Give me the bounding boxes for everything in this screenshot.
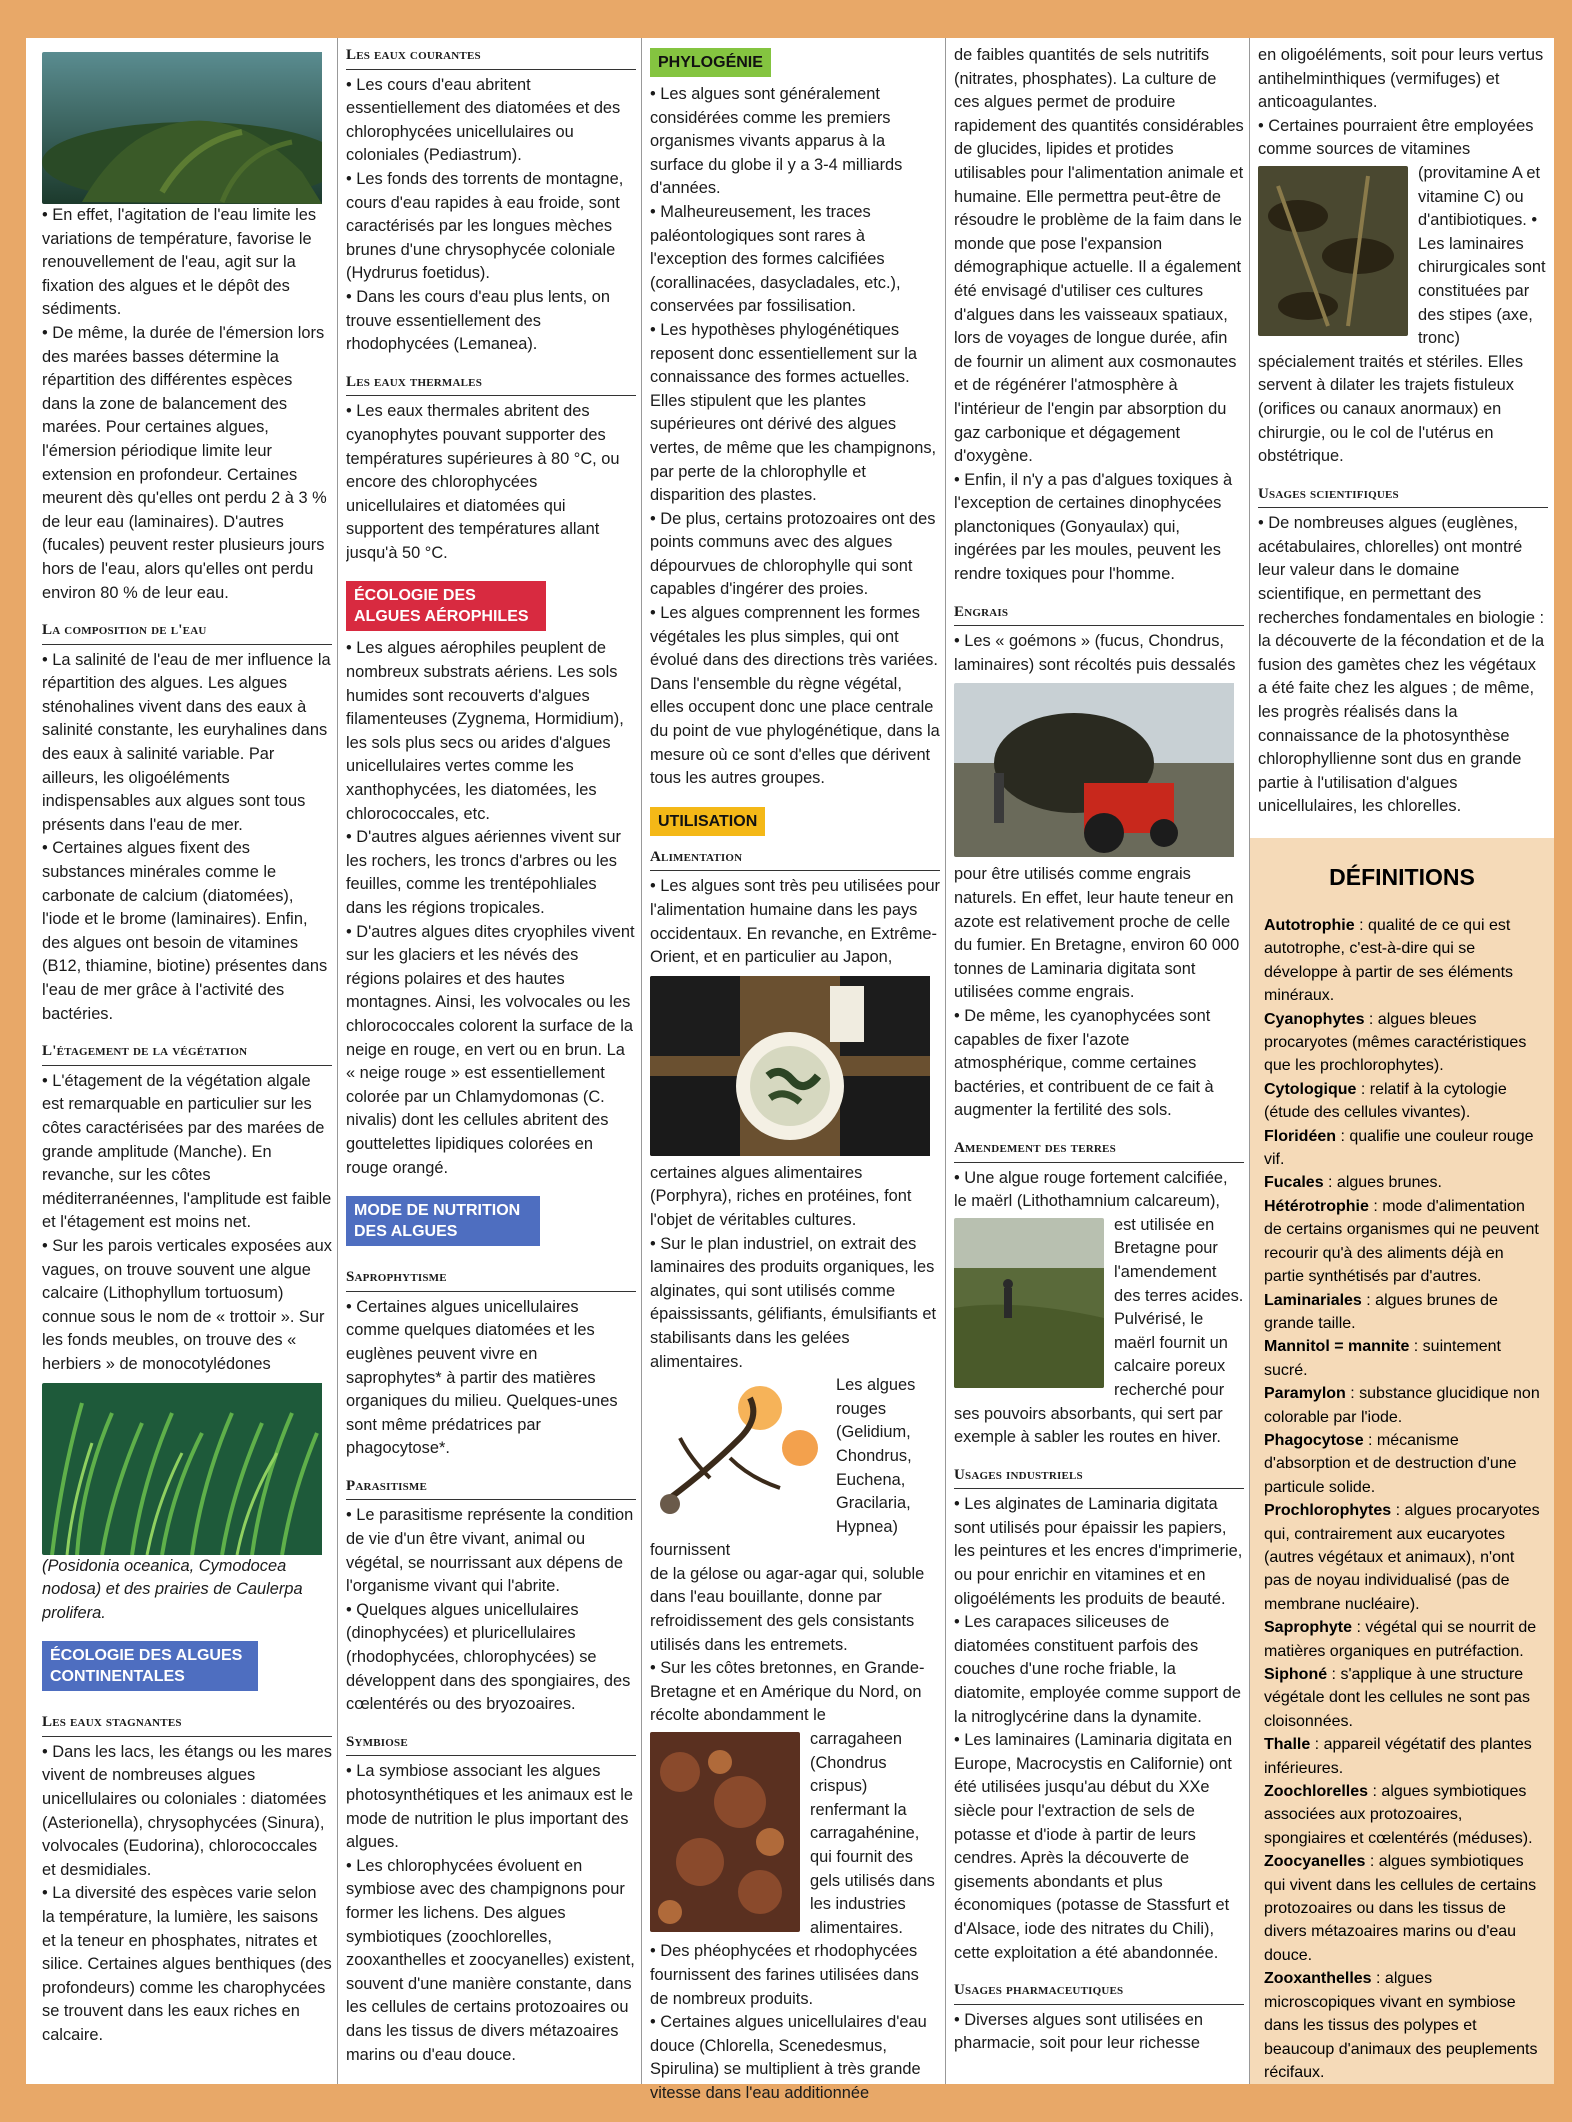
heading-alimentation: Alimentation bbox=[650, 846, 940, 872]
definition-term: Cyanophytes bbox=[1264, 1010, 1365, 1028]
text-agitation: • En effet, l'agitation de l'eau limite les variations de température, favorise le renouvellement de l'eau, agit sur la fixation des algues et le dépôt des sédiments. bbox=[42, 206, 317, 319]
definition-text: : algues symbiotiques associées aux protozoaires, spongiaires et cœlentérés (méduses). bbox=[1264, 1783, 1533, 1847]
definition-text: : qualifie une couleur rouge vif. bbox=[1264, 1127, 1534, 1169]
definition-item bbox=[1264, 914, 1544, 1008]
text-premiers-organismes: • Les algues sont généralement considérées comme les premiers organismes vivants apparus à la surface du globe il y a 3-4 milliards d'années. bbox=[650, 85, 903, 198]
heading-usages-pharmaceutiques: Usages pharmaceutiques bbox=[954, 1979, 1244, 2005]
photo-tractor-harvest bbox=[954, 683, 1244, 857]
heading-usages-industriels: Usages industriels bbox=[954, 1464, 1244, 1490]
text-lichens: • Les chlorophycées évoluent en symbiose avec des champignons pour former les lichens. Des algues symbiotiques (zoochlorelles, zooxanthelles et zoocyanelles) existent, souvent d'une manière constante, dans les cellules de certains protozoaires ou dans les tissus de divers métazoaires marins ou d'eau douce. bbox=[346, 1856, 635, 2064]
definition-term: Mannitol = mannite bbox=[1264, 1338, 1410, 1356]
photo-red-algae-gelidium bbox=[650, 1378, 826, 1522]
definitions-title: DÉFINITIONS bbox=[1329, 864, 1475, 890]
text-oligoelements: en oligoéléments, soit pour leurs vertus antihelminthiques (vermifuges) et anticoagulantes. bbox=[1258, 46, 1544, 112]
text-salinite: • La salinité de l'eau de mer influence la répartition des algues. Les algues sténohalines vivent dans des eaux à salinité constante, les euryhalines dans des eaux à salinité variable. Par ailleurs, les oligoéléments indispensables aux algues sont tous présents dans l'eau de mer. bbox=[42, 650, 331, 834]
heading-composition-eau: La composition de l'eau bbox=[42, 619, 332, 645]
encyclopedia-sheet bbox=[26, 38, 1554, 2102]
definition-item bbox=[1264, 1850, 1544, 1967]
heading-engrais: Engrais bbox=[954, 601, 1244, 627]
text-cryophiles: • D'autres algues dites cryophiles vivent sur les glaciers et les névés des régions polaires et des hautes montagnes. Ainsi, les volvocales ou les chlorococcales colorent la surface de la neige en rouge, en vert ou en brun. La « neige rouge » est essentiellement colorée par un Chlamydomonas (C. nivalis) dont les cellules abritent des gouttelettes lipidiques colorées en rouge orangé. bbox=[346, 922, 635, 1177]
text-laminaires-chirurgicales: (provitamine A et vitamine C) ou d'antibiotiques. • Les laminaires chirurgicales sont constituées par des stipes (axe, tronc) bbox=[1418, 163, 1546, 348]
text-parasitisme: • Le parasitisme représente la condition de vie d'un être vivant, animal ou végétal, se nourrissant aux dépens de l'organisme vivant qui l'abrite. bbox=[346, 1506, 634, 1596]
text-goemons: • Les « goémons » (fucus, Chondrus, laminaires) sont récoltés puis dessalés bbox=[954, 632, 1236, 674]
section-box-continentales: ÉCOLOGIE DES ALGUES CONTINENTALES bbox=[42, 1641, 258, 1691]
heading-symbiose: Symbiose bbox=[346, 1731, 636, 1757]
section-box-utilisation: UTILISATION bbox=[650, 807, 765, 836]
definitions-list bbox=[1264, 914, 1544, 2084]
text-symbiose: • La symbiose associant les algues photosynthétiques et les animaux est le mode de nutrition le plus important des algues. bbox=[346, 1762, 634, 1852]
column-1 bbox=[42, 44, 332, 2048]
photo-japanese-seaweed bbox=[650, 976, 940, 1156]
definition-item bbox=[1264, 1008, 1544, 1078]
heading-parasitisme: Parasitisme bbox=[346, 1475, 636, 1501]
definition-item bbox=[1264, 1733, 1544, 1780]
text-cours-lents: • Dans les cours d'eau plus lents, on trouve essentiellement des rhodophycées (Lemanea). bbox=[346, 287, 610, 354]
text-parois-verticales: • Sur les parois verticales exposées aux vagues, on trouve souvent une algue calcaire (Lithophyllum tortuosum) connue sous le nom de « trottoir ». Sur les fonds meubles, on trouve des « herbiers » de monocotylédones bbox=[42, 1236, 332, 1373]
text-aeriennes: • D'autres algues aériennes vivent sur les rochers, les troncs d'arbres ou les feuilles, comme les trentépohliales dans les régions tropicales. bbox=[346, 828, 621, 917]
definition-item bbox=[1264, 1780, 1544, 1850]
heading-eaux-courantes: Les eaux courantes bbox=[346, 44, 636, 70]
text-gelose: de la gélose ou agar-agar qui, soluble dans l'eau bouillante, donne par refroidissement des gels consistants utilisés dans les entremets. bbox=[650, 1564, 925, 1654]
definition-text: : qualité de ce qui est autotrophe, c'est-à-dire qui se développe à partir de ses éléments minéraux. bbox=[1264, 917, 1514, 1005]
text-protozoaires: • De plus, certains protozoaires ont des points communs avec des algues dépourvues de chlorophylle qui sont capables d'ingérer des proies. bbox=[650, 509, 936, 599]
column-5 bbox=[1258, 44, 1548, 834]
column-2 bbox=[346, 44, 636, 2067]
definition-text: : substance glucidique non colorable par l'iode. bbox=[1264, 1385, 1540, 1426]
definition-term: Zoochlorelles bbox=[1264, 1783, 1369, 1801]
definition-text: : mécanisme d'absorption et de destruction d'une particule solide. bbox=[1264, 1431, 1517, 1496]
definition-item bbox=[1264, 1125, 1544, 1172]
section-box-phylogenie: PHYLOGÉNIE bbox=[650, 48, 771, 77]
definition-item bbox=[1264, 1967, 1544, 2084]
definition-item bbox=[1264, 1335, 1544, 1382]
definition-term: Zooxanthelles bbox=[1264, 1970, 1372, 1988]
definition-text: : algues brunes. bbox=[1323, 1174, 1442, 1192]
photo-laminaria-stipes bbox=[1258, 166, 1408, 336]
definition-item bbox=[1264, 1382, 1544, 1429]
definition-item bbox=[1264, 1616, 1544, 1663]
text-pharmacie: • Diverses algues sont utilisées en pharmacie, soit pour leur richesse bbox=[954, 2010, 1203, 2053]
text-toxiques: • Enfin, il n'y a pas d'algues toxiques à l'exception de certaines dinophycées planctoniques (Gonyaulax) qui, ingérées par les moules, peuvent les rendre toxiques pour l'homme. bbox=[954, 470, 1233, 584]
text-traces-paleo: • Malheureusement, les traces paléontologiques sont rares à l'exception des formes calcifiées (corallinacées, dasycladales, etc.), conservées par fossilisation. bbox=[650, 202, 901, 316]
column-3 bbox=[650, 44, 940, 2106]
text-vitamines: • Certaines pourraient être employées comme sources de vitamines bbox=[1258, 116, 1534, 159]
definition-item bbox=[1264, 1078, 1544, 1125]
text-alginates: • Sur le plan industriel, on extrait des laminaires des produits organiques, les alginates, qui sont utilisés comme épaississants, gélifiants, émulsifiants et stabilisants dans les gelées alimentaires. bbox=[650, 1234, 937, 1371]
definition-text: : algues microscopiques vivant en symbiose dans les tissus des polypes et beaucoup d'animaux des peuplements récifaux. bbox=[1264, 1970, 1538, 2081]
text-cours-eau: • Les cours d'eau abritent essentiellement des diatomées et des chlorophycées unicellulaires ou coloniales (Pediastrum). bbox=[346, 75, 621, 165]
text-parasitisme-2: • Quelques algues unicellulaires (dinophycées) et pluricellulaires (rhodophycées, chlorophycées) se développent dans des spongiaires, des cœlentérés ou des bryozoaires. bbox=[346, 1600, 631, 1714]
text-alimentation: • Les algues sont très peu utilisées pour l'alimentation humaine dans les pays occidentaux. En revanche, en Extrême-Orient, et en particulier au Japon, bbox=[650, 877, 940, 967]
definition-text: : relatif à la cytologie (étude des cellules vivantes). bbox=[1264, 1080, 1507, 1122]
definition-term: Saprophyte bbox=[1264, 1619, 1353, 1637]
heading-usages-scientifiques: Usages scientifiques bbox=[1258, 483, 1548, 509]
definition-term: Phagocytose bbox=[1264, 1431, 1364, 1449]
column-divider bbox=[945, 38, 946, 2084]
text-etagement: • L'étagement de la végétation algale est remarquable en particulier sur les côtes caractérisées par des marées de grande amplitude (Manche). En revanche, sur les côtes méditerranéennes, l'amplitude est faible et l'étagement est moins net. bbox=[42, 1071, 332, 1232]
section-box-aerophiles: ÉCOLOGIE DES ALGUES AÉROPHILES bbox=[346, 581, 546, 631]
text-formes-simples: • Les algues comprennent les formes végétales les plus simples, qui ont évolué dans des directions très variées. Dans l'ensemble du règne végétal, elles occupent donc une place centrale du point de vue phylogénétique, dans la mesure où ce sont d'elles que dérivent tous les autres groupes. bbox=[650, 604, 940, 788]
text-cyanophycees: • De même, les cyanophycées sont capables de fixer l'azote atmosphérique, comme certaines bactéries, et contribuent de ce fait à augmenter la fertilité des sols. bbox=[954, 1007, 1214, 1120]
photo-kelp-underwater bbox=[42, 52, 332, 204]
definition-term: Siphoné bbox=[1264, 1666, 1328, 1683]
text-substances-minerales: • Certaines algues fixent des substances minérales comme le carbonate de calcium (diatomées), l'iode et le brome (laminaires). Enfin, des algues ont besoin de vitamines (B12, thiamine, biotine) présentes dans l'eau de mer grâce à l'activité des bactéries. bbox=[42, 839, 328, 1023]
definition-term: Laminariales bbox=[1264, 1291, 1362, 1309]
definition-text: : suintement sucré. bbox=[1264, 1338, 1501, 1379]
photo-maerl-field bbox=[954, 1218, 1104, 1388]
text-torrents: • Les fonds des torrents de montagne, cours d'eau rapides à eau froide, sont caractérisés par les longues mèches brunes d'une chrysophycée coloniale (Hydrurus foetidus). bbox=[346, 169, 624, 283]
definition-term: Floridéen bbox=[1264, 1127, 1337, 1145]
text-hypotheses: • Les hypothèses phylogénétiques reposent donc essentiellement sur la connaissance des formes actuelles. Elles stipulent que les plantes supérieures ont dérivé des algues vertes, de même que les champignons, par perte de la chlorophylle et disparition des plastes. bbox=[650, 320, 937, 505]
definition-text: : algues bleues procaryotes (mêmes caractéristiques que les prochlorophytes). bbox=[1264, 1010, 1527, 1075]
heading-amendement: Amendement des terres bbox=[954, 1137, 1244, 1163]
heading-eaux-thermales: Les eaux thermales bbox=[346, 371, 636, 397]
column-divider bbox=[641, 38, 642, 2084]
definition-text: : appareil végétatif des plantes inférieures. bbox=[1264, 1736, 1532, 1777]
text-farines: • Des phéophycées et rhodophycées fournissent des farines utilisées dans de nombreux produits. bbox=[650, 1942, 919, 2008]
definition-item bbox=[1264, 1429, 1544, 1499]
text-algues-rouges: Les algues rouges (Gelidium, Chondrus, Euchena, Gracilaria, Hypnea) fournissent bbox=[650, 1376, 916, 1560]
definition-term: Autotrophie bbox=[1264, 917, 1355, 934]
definition-item bbox=[1264, 1195, 1544, 1289]
text-alginates-industriels: • Les alginates de Laminaria digitata sont utilisés pour épaissir les papiers, les peintures et les encres d'imprimerie, ou pour enrichir en vitamines et en oligoéléments les produits de beauté. bbox=[954, 1495, 1243, 1608]
definition-item bbox=[1264, 1171, 1544, 1194]
text-lacs: • Dans les lacs, les étangs ou les mares vivent de nombreuses algues unicellulaires ou coloniales : diatomées (Asterionella), chrysophycées (Sinura), volvocales (Eudorina), chlorococcales et desmidiales. bbox=[42, 1742, 332, 1879]
definition-term: Thalle bbox=[1264, 1736, 1311, 1754]
text-diversite: • La diversité des espèces varie selon la température, la lumière, les saisons et la teneur en phosphates, nitrates et silice. Certaines algues benthiques (des profondeurs) comme les charophycées se trouvent dans les eaux riches en calcaire. bbox=[42, 1884, 332, 2044]
definition-term: Zoocyanelles bbox=[1264, 1853, 1366, 1871]
definition-text: : végétal qui se nourrit de matières organiques en putréfaction. bbox=[1264, 1619, 1537, 1660]
heading-etagement: L'étagement de la végétation bbox=[42, 1040, 332, 1066]
definition-term: Hétérotrophie bbox=[1264, 1197, 1369, 1215]
definition-text: : algues brunes de grande taille. bbox=[1264, 1291, 1498, 1332]
definition-item bbox=[1264, 1663, 1544, 1733]
text-saprophytisme: • Certaines algues unicellulaires comme quelques diatomées et les euglènes peuvent vivre en saprophytes* à partir des matières organiques du milieu. Quelques-unes sont même prédatrices par phagocytose*. bbox=[346, 1297, 618, 1458]
definition-term: Paramylon bbox=[1264, 1385, 1346, 1403]
text-algues-alimentaires: certaines algues alimentaires (Porphyra), riches en protéines, font l'objet de véritables cultures. bbox=[650, 1163, 912, 1229]
text-sabler-routes: ses pouvoirs absorbants, qui sert par exemple à sabler les routes en hiver. bbox=[954, 1404, 1223, 1447]
text-thermales: • Les eaux thermales abritent des cyanophytes pouvant supporter des températures supérieures à 80 °C, ou encore des chlorophycées unicellulaires et diatomées qui supportent des températures allant jusqu'à 50 °C. bbox=[346, 402, 620, 562]
text-unicellulaires-eau-douce: • Certaines algues unicellulaires d'eau douce (Chlorella, Scenedesmus, Spirulina) se multiplient à très grande vitesse dans l'eau additionnée bbox=[650, 2013, 927, 2102]
column-divider bbox=[337, 38, 338, 2084]
section-box-nutrition: MODE DE NUTRITION DES ALGUES bbox=[346, 1196, 540, 1246]
definition-text: : algues procaryotes qui, contrairement aux eucaryotes (autres végétaux et animaux), n'ont pas de noyau individualisé (pas de membrane nucléaire). bbox=[1264, 1502, 1540, 1613]
text-diatomite: • Les carapaces siliceuses de diatomées constituent parfois des couches d'une roche friable, la diatomite, employée comme support de la nitroglycérine dans la dynamite. bbox=[954, 1613, 1241, 1726]
photo-carragaheen bbox=[650, 1732, 800, 1932]
definition-text: : algues symbiotiques qui vivent dans les cellules de certains protozoaires ou dans les tissus de divers métazoaires marins ou d'eau douce. bbox=[1264, 1853, 1537, 1964]
text-engrais-naturels: pour être utilisés comme engrais naturels. En effet, leur haute teneur en azote est relativement proche de celle du fumier. En Bretagne, environ 60 000 tonnes de Laminaria digitata sont utilisées comme engrais. bbox=[954, 865, 1240, 1002]
definitions-box bbox=[1250, 838, 1554, 2084]
definition-item bbox=[1264, 1499, 1544, 1616]
text-recherches: • De nombreuses algues (euglènes, acétabulaires, chlorelles) ont montré leur valeur dans le domaine scientifique, en permettant des recherches fondamentales en biologie : la découverte de la fécondation et de la fusion des gamètes chez les végétaux a été faite chez les algues ; de même, les progrès réalisés dans la connaissance de la photosynthèse chlorophyllienne sont dus en grande partie à l'utilisation d'algues unicellulaires, les chlorelles. bbox=[1258, 514, 1545, 816]
definition-term: Prochlorophytes bbox=[1264, 1502, 1392, 1520]
text-laminaires-potasse: • Les laminaires (Laminaria digitata en Europe, Macrocystis en Californie) ont été utilisées jusqu'au début du XXe siècle pour l'extraction de sels de potasse et d'iode à partir de leurs cendres. Après la découverte de gisements abondants et plus économiques (potasse de Stassfurt et d'Alsace, iode des nitrates du Chili), cette exploitation a été abandonnée. bbox=[954, 1731, 1233, 1962]
column-4 bbox=[954, 44, 1244, 2056]
text-carragaheen: carragaheen (Chondrus crispus) renfermant la carragahénine, qui fournit des gels utilisés dans les industries alimentaires. bbox=[810, 1730, 935, 1937]
text-emersion: • De même, la durée de l'émersion lors des marées basses détermine la répartition des différentes espèces dans la zone de balancement des marées. Pour certaines algues, l'émersion périodique limite leur extension en profondeur. Certaines meurent dès qu'elles ont perdu 2 à 3 % de leur eau (laminaires). D'autres (fucales) peuvent rester plusieurs jours hors de l'eau, alors qu'elles ont perdu environ 80 % de leur eau. bbox=[42, 323, 327, 602]
definition-item bbox=[1264, 1289, 1544, 1336]
text-maerl: • Une algue rouge fortement calcifiée, le maërl (Lithothamnium calcareum), bbox=[954, 1168, 1228, 1211]
text-posidonia: (Posidonia oceanica, Cymodocea nodosa) et des prairies de Caulerpa prolifera. bbox=[42, 1556, 303, 1622]
text-sels-nutritifs: de faibles quantités de sels nutritifs (nitrates, phosphates). La culture de ces algues permet de produire rapidement des quantités considérables de glucides, lipides et protides utilisables pour l'alimentation animale et humaine. Elle permettra peut-être de résoudre le problème de la faim dans le monde que pose l'expansion démographique actuelle. Il a également été envisagé d'utiliser ces cultures d'algues dans les vaisseaux spatiaux, lors de voyages de longue durée, afin de fournir un aliment aux cosmonautes et de régénérer l'atmosphère à l'intérieur de l'engin par absorption du gaz carbonique et dégagement d'oxygène. bbox=[954, 46, 1244, 466]
text-cotes-bretonnes: • Sur les côtes bretonnes, en Grande-Bretagne et en Amérique du Nord, on récolte abondamment le bbox=[650, 1659, 925, 1725]
text-dilater-trajets: spécialement traités et stériles. Elles servent à dilater les trajets fistuleux (orifices ou canaux anormaux) en chirurgie, ou le col de l'utérus en obstétrique. bbox=[1258, 352, 1524, 466]
definition-term: Fucales bbox=[1264, 1174, 1324, 1192]
text-maerl-amendement: est utilisée en Bretagne pour l'amendement des terres acides. Pulvérisé, le maërl fournit un calcaire poreux recherché pour bbox=[1114, 1215, 1244, 1399]
text-aerophiles: • Les algues aérophiles peuplent de nombreux substrats aériens. Les sols humides sont recouverts d'algues filamenteuses (Zygnema, Hormidium), les sols plus secs ou arides d'algues unicellulaires vertes comme les xanthophycées, les diatomées, les chlorococcales, etc. bbox=[346, 639, 624, 823]
photo-seagrass bbox=[42, 1383, 332, 1555]
definition-text: : s'applique à une structure végétale dont les cellules ne sont pas cloisonnées. bbox=[1264, 1666, 1530, 1730]
definition-term: Cytologique bbox=[1264, 1080, 1357, 1098]
heading-saprophytisme: Saprophytisme bbox=[346, 1266, 636, 1292]
heading-eaux-stagnantes: Les eaux stagnantes bbox=[42, 1711, 332, 1737]
definition-text: : mode d'alimentation de certains organismes qui ne peuvent recourir qu'à des aliments déjà en partie synthétisés par d'autres. bbox=[1264, 1197, 1539, 1286]
